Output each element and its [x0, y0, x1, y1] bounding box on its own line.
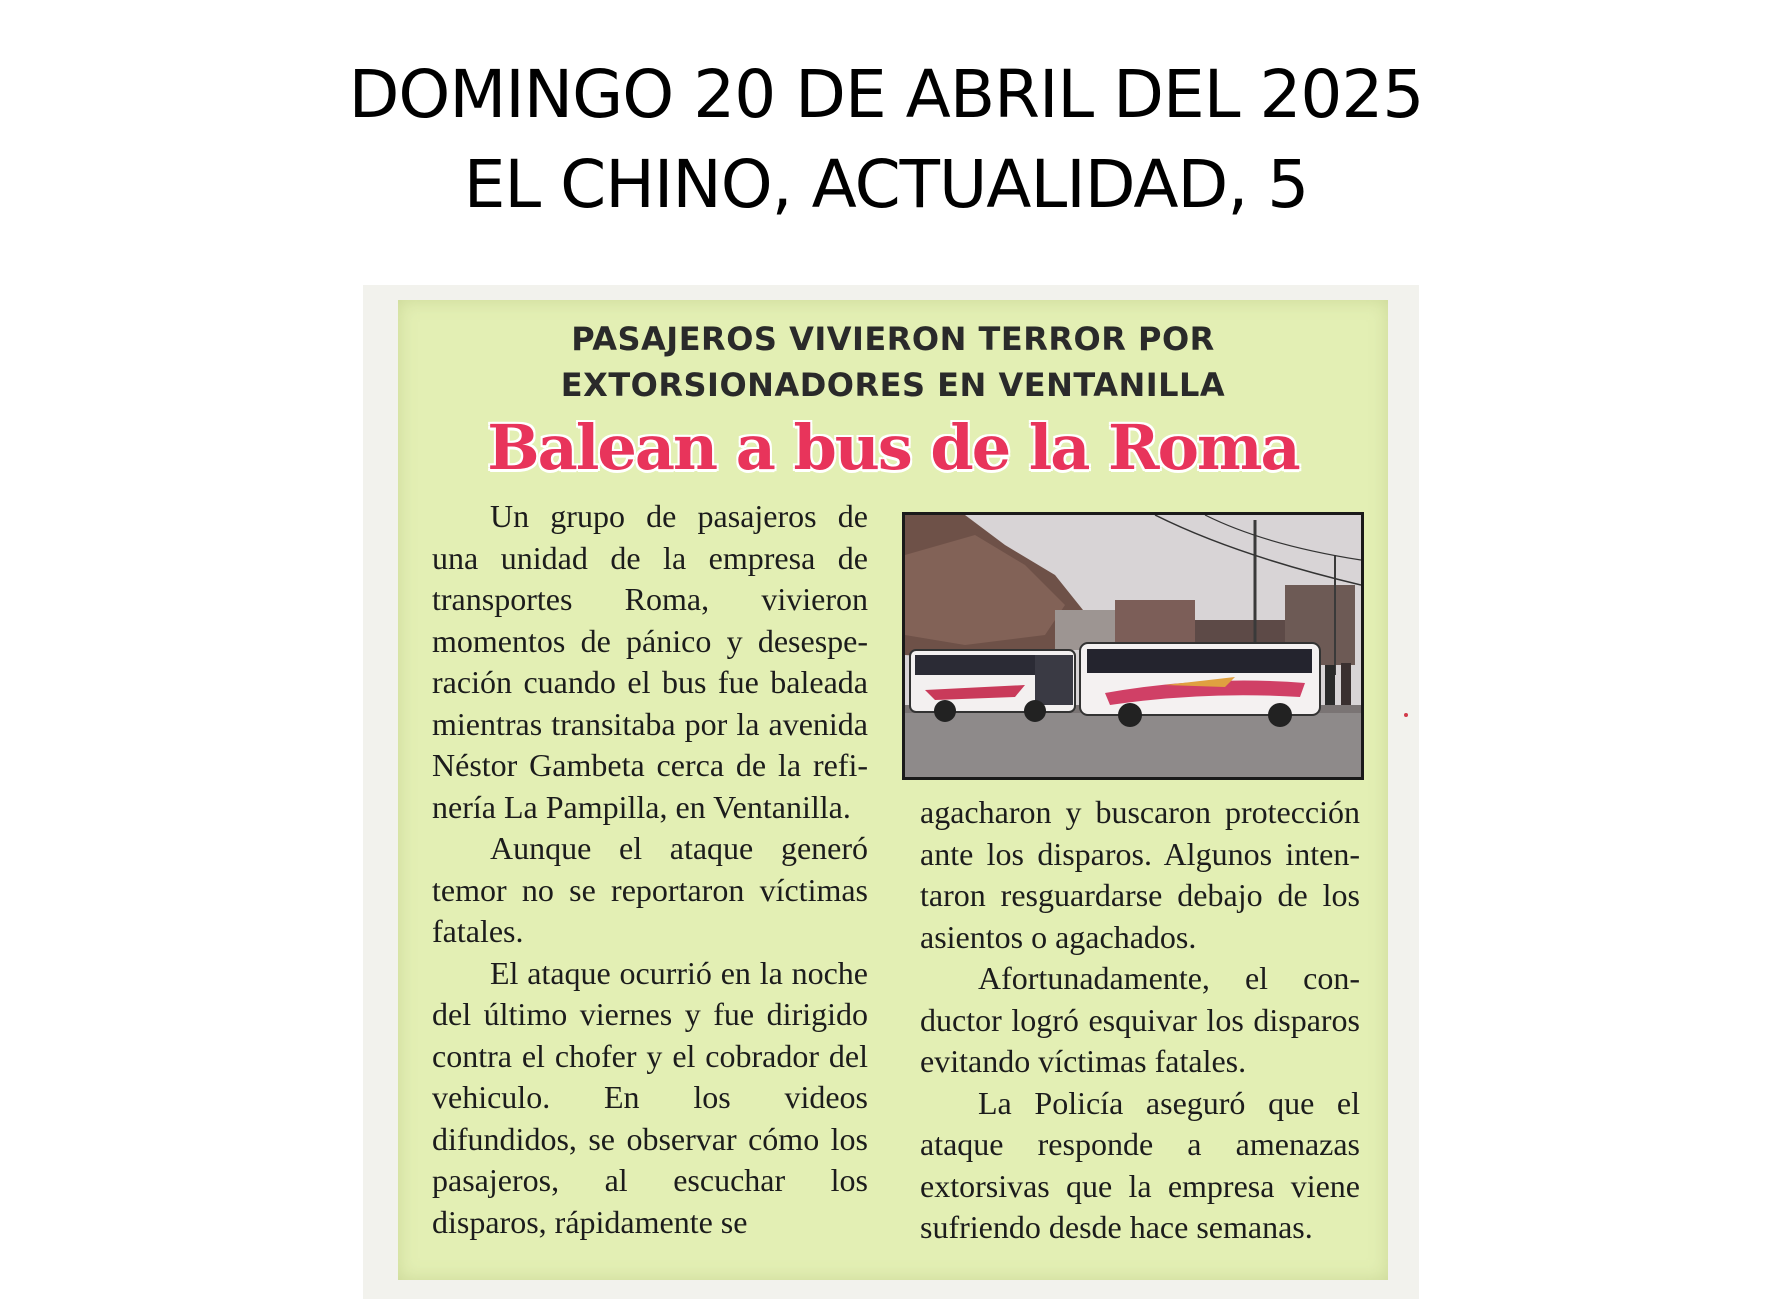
clipping-header: [0, 50, 1772, 230]
article-kicker: [398, 316, 1388, 408]
bus-photo: [902, 512, 1364, 780]
bus-photo-illustration: [905, 515, 1361, 777]
article-paragraph: Afortunadamente, el conductor logró esquivar los disparos evitando víctimas fatales.: [920, 960, 1360, 1079]
article-column-right: [920, 792, 1360, 1249]
ink-speck: [1404, 713, 1408, 717]
article-paragraph: La Policía aseguró que el ataque responde a amenazas extorsivas que la empresa viene sufriendo desde hace semanas.: [920, 1084, 1360, 1245]
article-paragraph: Aunque el ataque generó temor no se reportaron víctimas fatales.: [432, 830, 868, 949]
article-paragraph: Un grupo de pasajeros de una unidad de la empresa de transportes Roma, vivieron momentos de pánico y desesperación cuando el bus fue baleada mientras transitaba por la avenida Néstor Gambeta cerca de la refinería La Pampilla, en Ventanilla.: [432, 498, 868, 825]
header-source: EL CHINO, ACTUALIDAD, 5: [463, 146, 1309, 223]
kicker-line-1: PASAJEROS VIVIERON TERROR POR: [571, 320, 1215, 358]
article-paragraph: El ataque ocurrió en la noche del último viernes y fue dirigido contra el chofer y el cobrador del vehiculo. En los videos difundidos, se observar cómo los pasajeros, al escuchar los disparos, rápidamente se: [432, 954, 868, 1240]
header-date: DOMINGO 20 DE ABRIL DEL 2025: [348, 56, 1424, 133]
article-headline: Balean a bus de la Roma: [487, 411, 1299, 484]
article-column-left: [432, 496, 868, 1243]
kicker-line-2: EXTORSIONADORES EN VENTANILLA: [560, 366, 1226, 404]
article-paragraph: agacharon y buscaron protección ante los disparos. Algunos intentaron resguardarse debajo de los asientos o agachados.: [920, 794, 1360, 955]
newspaper-clipping: [398, 300, 1388, 1280]
